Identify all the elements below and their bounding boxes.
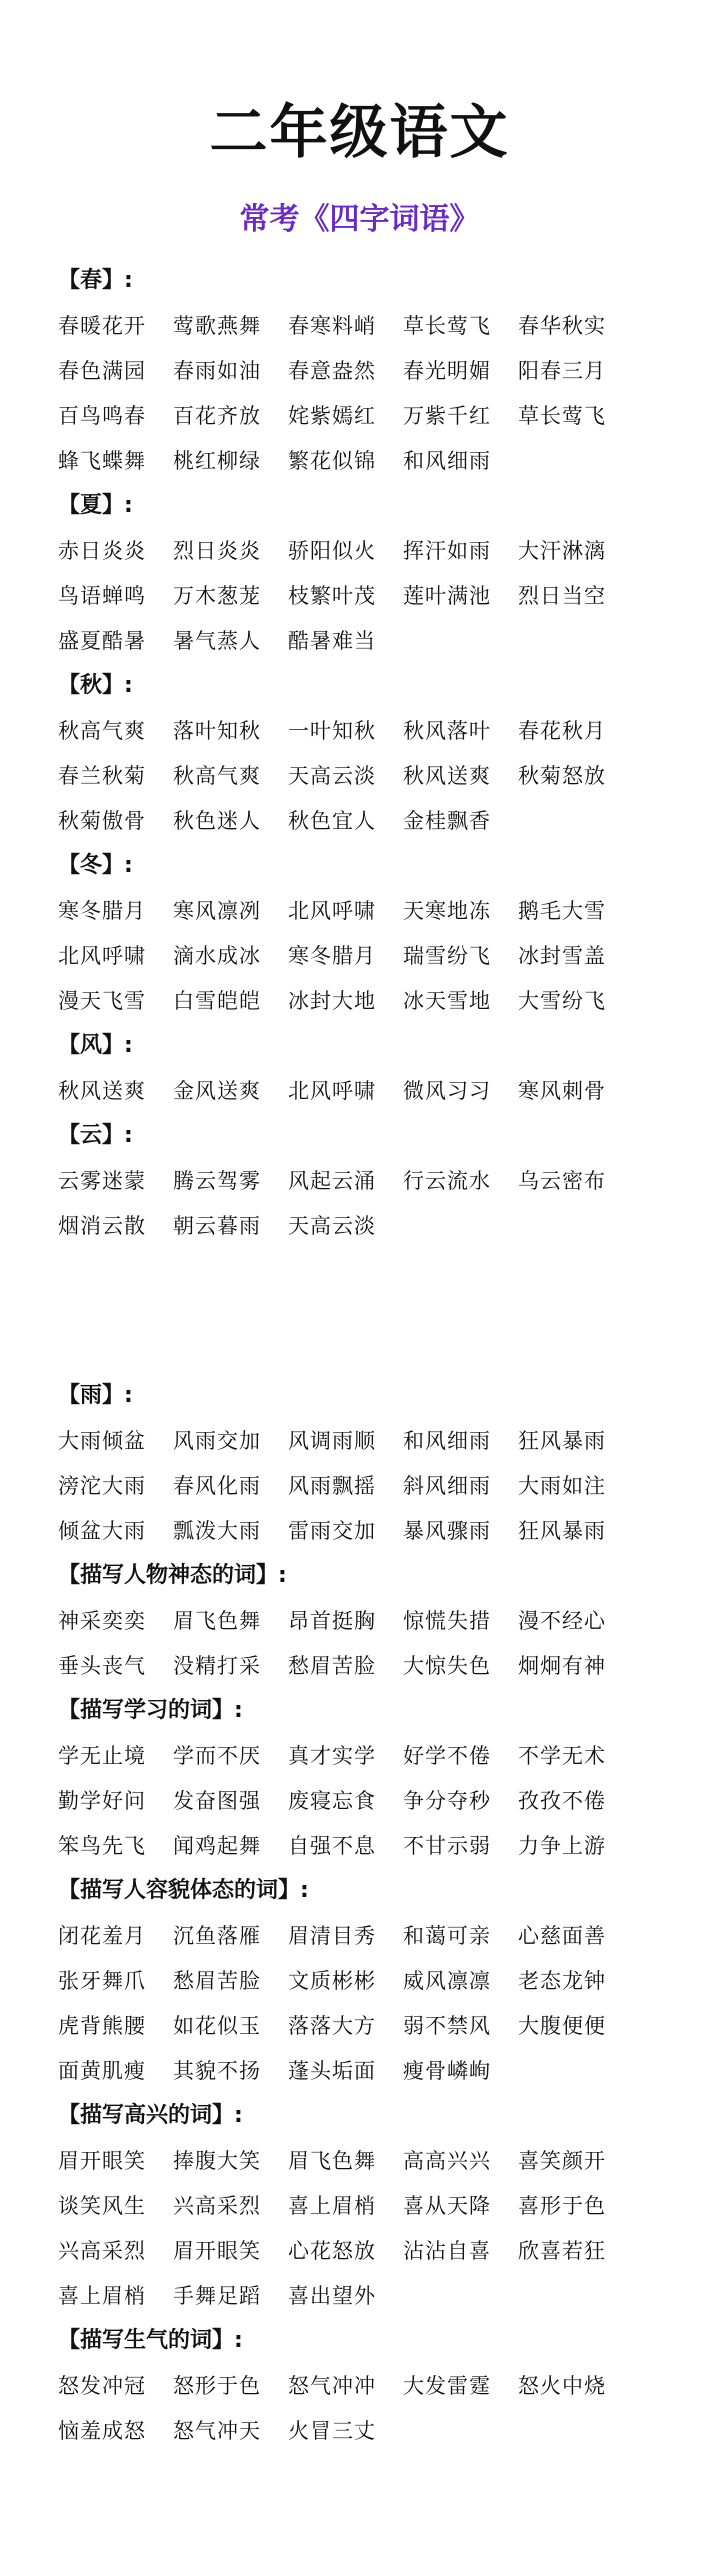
word-item: 春风化雨 — [173, 1473, 261, 1498]
word-item: 威风凛凛 — [403, 1968, 491, 1993]
section-heading: 【夏】: — [58, 493, 133, 518]
word-item: 文质彬彬 — [288, 1968, 376, 1993]
word-item: 秋色宜人 — [288, 808, 376, 833]
word-row — [58, 528, 698, 573]
word-row — [58, 573, 698, 618]
word-item: 秋风送爽 — [58, 1078, 146, 1103]
word-row — [58, 2228, 698, 2273]
word-item: 大惊失色 — [403, 1653, 491, 1678]
word-item: 没精打采 — [173, 1653, 261, 1678]
word-section — [58, 2318, 698, 2453]
word-item: 如花似玉 — [173, 2013, 261, 2038]
word-row — [58, 1913, 698, 1958]
word-item: 金风送爽 — [173, 1078, 261, 1103]
word-row — [58, 753, 698, 798]
word-item: 倾盆大雨 — [58, 1518, 146, 1543]
word-row — [58, 1068, 698, 1113]
word-item: 大汗淋漓 — [518, 538, 606, 563]
word-item: 风雨交加 — [173, 1428, 261, 1453]
word-item: 不学无术 — [518, 1743, 606, 1768]
word-item: 虎背熊腰 — [58, 2013, 146, 2038]
word-item: 天寒地冻 — [403, 898, 491, 923]
word-item: 喜出望外 — [288, 2283, 376, 2308]
word-item: 谈笑风生 — [58, 2193, 146, 2218]
word-item: 赤日炎炎 — [58, 538, 146, 563]
word-row — [58, 1778, 698, 1823]
word-row — [58, 888, 698, 933]
word-item: 真才实学 — [288, 1743, 376, 1768]
word-item: 和风细雨 — [403, 1428, 491, 1453]
word-item: 蓬头垢面 — [288, 2058, 376, 2083]
section-heading: 【春】: — [58, 268, 133, 293]
word-item: 秋色迷人 — [173, 808, 261, 833]
word-item: 漫不经心 — [518, 1608, 606, 1633]
word-item: 冰封大地 — [288, 988, 376, 1013]
word-section — [58, 483, 698, 663]
word-item: 春花秋月 — [518, 718, 606, 743]
word-item: 春意盎然 — [288, 358, 376, 383]
page-subtitle: 常考《四字词语》 — [239, 202, 480, 237]
word-item: 天高云淡 — [288, 763, 376, 788]
word-item: 喜上眉梢 — [58, 2283, 146, 2308]
word-item: 春色满园 — [58, 358, 146, 383]
word-item: 大雪纷飞 — [518, 988, 606, 1013]
word-row — [58, 303, 698, 348]
word-item: 发奋图强 — [173, 1788, 261, 1813]
word-item: 桃红柳绿 — [173, 448, 261, 473]
word-row — [58, 2408, 698, 2453]
word-item: 喜从天降 — [403, 2193, 491, 2218]
word-section — [58, 1868, 698, 2093]
word-item: 冰天雪地 — [403, 988, 491, 1013]
word-item: 寒风刺骨 — [518, 1078, 606, 1103]
word-row — [58, 2003, 698, 2048]
word-item: 行云流水 — [403, 1168, 491, 1193]
bottom-word-group — [58, 1373, 698, 2453]
word-row — [58, 2273, 698, 2318]
word-item: 垂头丧气 — [58, 1653, 146, 1678]
word-item: 挥汗如雨 — [403, 538, 491, 563]
word-item: 金桂飘香 — [403, 808, 491, 833]
word-item: 孜孜不倦 — [518, 1788, 606, 1813]
word-row — [58, 393, 698, 438]
word-item: 寒冬腊月 — [288, 943, 376, 968]
word-item: 力争上游 — [518, 1833, 606, 1858]
word-item: 春暖花开 — [58, 313, 146, 338]
word-item: 昂首挺胸 — [288, 1608, 376, 1633]
word-item: 高高兴兴 — [403, 2148, 491, 2173]
word-item: 瓢泼大雨 — [173, 1518, 261, 1543]
word-item: 天高云淡 — [288, 1213, 376, 1238]
word-section — [58, 1553, 698, 1688]
word-item: 喜笑颜开 — [518, 2148, 606, 2173]
word-item: 秋风落叶 — [403, 718, 491, 743]
word-item: 酷暑难当 — [288, 628, 376, 653]
word-item: 兴高采烈 — [173, 2193, 261, 2218]
word-row — [58, 1463, 698, 1508]
word-row — [58, 798, 698, 843]
section-heading: 【描写人物神态的词】: — [58, 1563, 287, 1588]
word-item: 学无止境 — [58, 1743, 146, 1768]
word-item: 欣喜若狂 — [518, 2238, 606, 2263]
word-item: 眉飞色舞 — [288, 2148, 376, 2173]
word-row — [58, 2138, 698, 2183]
word-item: 春光明媚 — [403, 358, 491, 383]
word-item: 阳春三月 — [518, 358, 606, 383]
word-section — [58, 258, 698, 483]
word-item: 落叶知秋 — [173, 718, 261, 743]
word-item: 冰封雪盖 — [518, 943, 606, 968]
word-item: 眉清目秀 — [288, 1923, 376, 1948]
word-item: 姹紫嫣红 — [288, 403, 376, 428]
section-heading: 【冬】: — [58, 853, 133, 878]
word-row — [58, 1643, 698, 1688]
section-heading: 【描写人容貌体态的词】: — [58, 1878, 309, 1903]
word-item: 暑气蒸人 — [173, 628, 261, 653]
word-item: 寒冬腊月 — [58, 898, 146, 923]
word-item: 烈日炎炎 — [173, 538, 261, 563]
word-row — [58, 618, 698, 663]
word-section — [58, 1023, 698, 1113]
word-item: 寒风凛冽 — [173, 898, 261, 923]
word-item: 喜形于色 — [518, 2193, 606, 2218]
word-item: 云雾迷蒙 — [58, 1168, 146, 1193]
section-heading: 【描写高兴的词】: — [58, 2103, 243, 2128]
word-section — [58, 2093, 698, 2318]
word-item: 兴高采烈 — [58, 2238, 146, 2263]
word-item: 秋高气爽 — [58, 718, 146, 743]
word-item: 鹅毛大雪 — [518, 898, 606, 923]
word-item: 雷雨交加 — [288, 1518, 376, 1543]
word-item: 漫天飞雪 — [58, 988, 146, 1013]
word-item: 鸟语蝉鸣 — [58, 583, 146, 608]
word-item: 心慈面善 — [518, 1923, 606, 1948]
word-item: 一叶知秋 — [288, 718, 376, 743]
word-row — [58, 1733, 698, 1778]
word-item: 沉鱼落雁 — [173, 1923, 261, 1948]
word-item: 老态龙钟 — [518, 1968, 606, 1993]
word-item: 神采奕奕 — [58, 1608, 146, 1633]
word-item: 大腹便便 — [518, 2013, 606, 2038]
word-item: 百花齐放 — [173, 403, 261, 428]
word-item: 草长莺飞 — [403, 313, 491, 338]
word-section — [58, 1373, 698, 1553]
word-item: 春寒料峭 — [288, 313, 376, 338]
word-item: 春华秋实 — [518, 313, 606, 338]
top-word-group — [58, 258, 698, 1248]
word-item: 风雨飘摇 — [288, 1473, 376, 1498]
word-item: 怒火中烧 — [518, 2373, 606, 2398]
word-item: 乌云密布 — [518, 1168, 606, 1193]
word-item: 其貌不扬 — [173, 2058, 261, 2083]
word-item: 笨鸟先飞 — [58, 1833, 146, 1858]
word-item: 自强不息 — [288, 1833, 376, 1858]
word-item: 狂风暴雨 — [518, 1518, 606, 1543]
word-item: 瘦骨嶙峋 — [403, 2058, 491, 2083]
word-item: 秋菊怒放 — [518, 763, 606, 788]
word-item: 滂沱大雨 — [58, 1473, 146, 1498]
word-item: 秋高气爽 — [173, 763, 261, 788]
word-item: 怒气冲天 — [173, 2418, 261, 2443]
word-row — [58, 1508, 698, 1553]
word-item: 惊慌失措 — [403, 1608, 491, 1633]
word-item: 风调雨顺 — [288, 1428, 376, 1453]
word-row — [58, 1203, 698, 1248]
word-item: 烟消云散 — [58, 1213, 146, 1238]
word-item: 闻鸡起舞 — [173, 1833, 261, 1858]
word-item: 勤学好问 — [58, 1788, 146, 1813]
word-item: 北风呼啸 — [288, 898, 376, 923]
word-item: 枝繁叶茂 — [288, 583, 376, 608]
word-section — [58, 1113, 698, 1248]
word-item: 沾沾自喜 — [403, 2238, 491, 2263]
word-row — [58, 1158, 698, 1203]
word-row — [58, 2048, 698, 2093]
word-row — [58, 708, 698, 753]
page-title: 二年级语文 — [209, 98, 510, 166]
word-item: 废寝忘食 — [288, 1788, 376, 1813]
word-row — [58, 1418, 698, 1463]
section-heading: 【风】: — [58, 1033, 133, 1058]
section-heading: 【描写生气的词】: — [58, 2328, 243, 2353]
word-item: 大发雷霆 — [403, 2373, 491, 2398]
word-item: 和蔼可亲 — [403, 1923, 491, 1948]
word-item: 大雨如注 — [518, 1473, 606, 1498]
word-item: 不甘示弱 — [403, 1833, 491, 1858]
word-item: 秋风送爽 — [403, 763, 491, 788]
word-item: 眉开眼笑 — [58, 2148, 146, 2173]
word-item: 落落大方 — [288, 2013, 376, 2038]
word-item: 骄阳似火 — [288, 538, 376, 563]
word-item: 怒气冲冲 — [288, 2373, 376, 2398]
word-item: 弱不禁风 — [403, 2013, 491, 2038]
word-item: 白雪皑皑 — [173, 988, 261, 1013]
word-row — [58, 2183, 698, 2228]
word-item: 眉飞色舞 — [173, 1608, 261, 1633]
word-row — [58, 348, 698, 393]
word-item: 烈日当空 — [518, 583, 606, 608]
word-item: 面黄肌瘦 — [58, 2058, 146, 2083]
word-row — [58, 978, 698, 1023]
word-row — [58, 1823, 698, 1868]
word-section — [58, 843, 698, 1023]
word-row — [58, 1958, 698, 2003]
word-item: 朝云暮雨 — [173, 1213, 261, 1238]
word-item: 怒形于色 — [173, 2373, 261, 2398]
word-item: 北风呼啸 — [58, 943, 146, 968]
word-item: 繁花似锦 — [288, 448, 376, 473]
word-item: 腾云驾雾 — [173, 1168, 261, 1193]
word-item: 莲叶满池 — [403, 583, 491, 608]
word-item: 心花怒放 — [288, 2238, 376, 2263]
word-item: 好学不倦 — [403, 1743, 491, 1768]
word-item: 狂风暴雨 — [518, 1428, 606, 1453]
word-item: 暴风骤雨 — [403, 1518, 491, 1543]
word-item: 蜂飞蝶舞 — [58, 448, 146, 473]
word-item: 草长莺飞 — [518, 403, 606, 428]
word-item: 万木葱茏 — [173, 583, 261, 608]
word-section — [58, 1688, 698, 1868]
word-item: 火冒三丈 — [288, 2418, 376, 2443]
word-section — [58, 663, 698, 843]
word-item: 微风习习 — [403, 1078, 491, 1103]
word-item: 斜风细雨 — [403, 1473, 491, 1498]
word-item: 滴水成冰 — [173, 943, 261, 968]
word-item: 炯炯有神 — [518, 1653, 606, 1678]
word-item: 愁眉苦脸 — [288, 1653, 376, 1678]
word-item: 和风细雨 — [403, 448, 491, 473]
word-item: 瑞雪纷飞 — [403, 943, 491, 968]
word-item: 万紫千红 — [403, 403, 491, 428]
word-item: 愁眉苦脸 — [173, 1968, 261, 1993]
section-heading: 【云】: — [58, 1123, 133, 1148]
word-item: 盛夏酷暑 — [58, 628, 146, 653]
word-item: 春雨如油 — [173, 358, 261, 383]
word-item: 北风呼啸 — [288, 1078, 376, 1103]
word-row — [58, 1598, 698, 1643]
word-item: 学而不厌 — [173, 1743, 261, 1768]
section-heading: 【秋】: — [58, 673, 133, 698]
word-item: 秋菊傲骨 — [58, 808, 146, 833]
word-row — [58, 2363, 698, 2408]
word-row — [58, 933, 698, 978]
word-item: 莺歌燕舞 — [173, 313, 261, 338]
word-item: 张牙舞爪 — [58, 1968, 146, 1993]
word-item: 喜上眉梢 — [288, 2193, 376, 2218]
word-item: 大雨倾盆 — [58, 1428, 146, 1453]
word-item: 闭花羞月 — [58, 1923, 146, 1948]
word-item: 眉开眼笑 — [173, 2238, 261, 2263]
section-heading: 【描写学习的词】: — [58, 1698, 243, 1723]
section-heading: 【雨】: — [58, 1383, 133, 1408]
word-item: 春兰秋菊 — [58, 763, 146, 788]
word-item: 争分夺秒 — [403, 1788, 491, 1813]
word-item: 百鸟鸣春 — [58, 403, 146, 428]
word-item: 捧腹大笑 — [173, 2148, 261, 2173]
word-item: 怒发冲冠 — [58, 2373, 146, 2398]
word-item: 风起云涌 — [288, 1168, 376, 1193]
word-item: 恼羞成怒 — [58, 2418, 146, 2443]
word-row — [58, 438, 698, 483]
word-item: 手舞足蹈 — [173, 2283, 261, 2308]
